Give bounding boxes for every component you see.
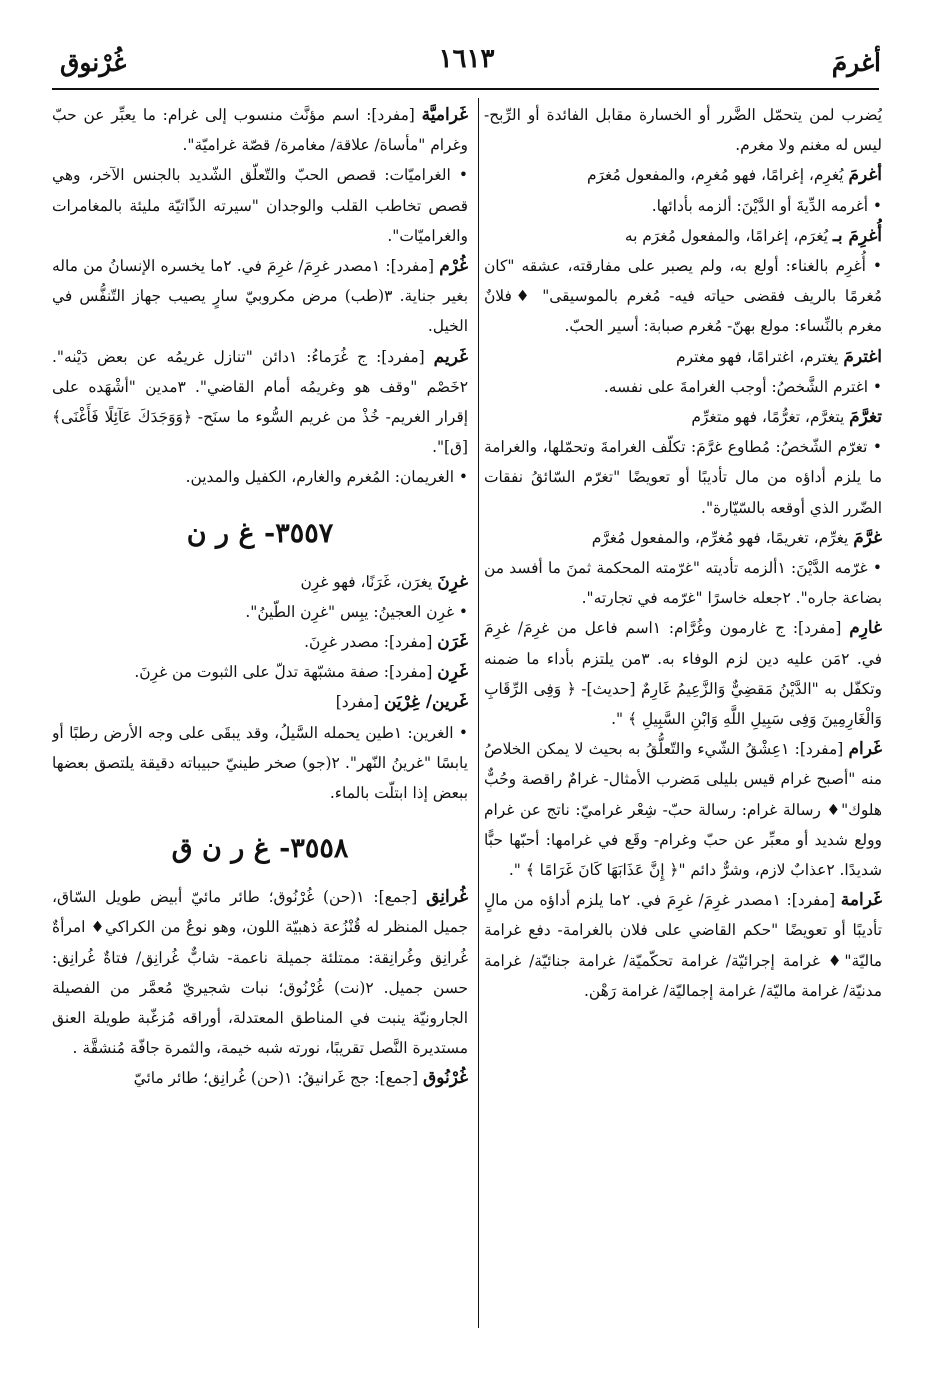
entry-definition: [مفرد] (335, 693, 384, 712)
entry-definition: • الغريمان: المُغرم والغارم، الكفيل والمدين. (185, 468, 468, 487)
dictionary-entry (484, 885, 882, 1006)
entry-definition: [مفرد]: صفة مشبّهة تدلّ على الثبوت من غرِنَ. (134, 663, 438, 682)
entry-headword: غَراميَّة (421, 105, 468, 125)
running-head-right: أغرمَ (831, 48, 881, 77)
left-column (52, 100, 468, 1094)
dictionary-entry (52, 627, 468, 657)
entry-definition: • تغرّم الشّخصُ: مُطاوع غرَّمَ: تكلّف الغرامةَ وتحمّلها، والغرامة ما يلزم أداؤه من مال تأديبًا أو تعويضًا "تغرّم السّائقُ نفقات الضّرر الذي أوقعه بالسّيّارة". (484, 438, 882, 517)
dictionary-entry (484, 432, 882, 523)
dictionary-entry (52, 687, 468, 717)
dictionary-entry (484, 402, 882, 432)
entry-definition: يغترم، اغترامًا، فهو مغترم (676, 347, 844, 366)
entry-definition: [جمع]: ١(حن) غُرْنُوق؛ طائر مائيّ أبيض طويل السّاق، جميل المنظر له قُنْزُعة ذهبيّة اللون، وهو نوعٌ من الكراكي♦ امرأةٌ غُرانِق وغُرانِقة: ممتلئة جميلة ناعمة- شابٌّ غُرانِق/ فتاةٌ غُرانِق: حسن جميل. ٢(نت) غُرْنُوق؛ نبات شجيريّ مُعمَّر من الفصيلة الجارونيّة ينبت في المناطق المعتدلة، أوراقه مُزغّبة طويلة العنق مستديرة النَّصل تقريبًا، نورته شبه خيمة، والثمرة جافّة مُنشقَّة . (52, 888, 468, 1058)
entry-definition: [مفرد]: ١مصدر غرِمَ/ غرِمَ في. ٢ما يلزم أداؤه من مالٍ تأديبًا أو تعويضًا "حكم القاضي على فلان بالغرامة- دفع غرامة ماليّة"♦ غرامة إجرائيّة/ غرامة تحكّميّة/ غرامة جنائيّة/ غرامة مدنيّة/ غرامة ماليّة/ غرامة إجماليّة/ غرامة رَهْن. (484, 891, 882, 1000)
dictionary-entry (484, 523, 882, 553)
entry-headword: غَرَن (437, 632, 468, 653)
entry-definition: يغرِّم، تغريمًا، فهو مُغرِّم، والمفعول مُغرَّم (591, 528, 854, 547)
dictionary-entry (52, 567, 468, 597)
entry-definition: [مفرد]: ج غارمون وغُرَّام: ١اسم فاعل من غرِمَ/ غرِمَ في. ٢مَن عليه دين لزم الوفاء به. ٣من يلتزم بأداء ما ضمنه وتكفّل به "الدَّيْنُ مَقضِيٌّ وَالزَّعِيمُ غَارِمٌ [حديث]- ﴿ وَفِى الرِّقَابِ وَالْغَارِمِينَ وَفِى سَبِيلِ اللَّهِ وَابْنِ السَّبِيلِ ﴾ ". (484, 619, 882, 729)
entry-headword: غَريم (433, 346, 468, 367)
entry-definition: [جمع]: جج غَرانيقُ: ١(حن) غُرانِق؛ طائر مائيّ (133, 1069, 424, 1088)
entry-headword: غَرامة (840, 890, 882, 911)
dictionary-entry (484, 372, 882, 402)
entry-definition: • أغرمه الدِّيةَ أو الدَّيْنَ: ألزمه بأدائها. (651, 196, 882, 215)
column-divider (478, 98, 479, 1328)
dictionary-entry (484, 734, 882, 885)
dictionary-entry (52, 1063, 468, 1093)
header-rule (52, 88, 879, 90)
dictionary-entry (484, 191, 882, 221)
dictionary-entry (484, 251, 882, 342)
dictionary-entry (484, 221, 882, 251)
entry-definition: [مفرد]: ج غُرَماءُ: ١دائن "تنازل غريمُه عن بعض دَيْنه". ٢خَصْم "وقف هو وغريمُه أمام القاضي". ٣مدين "أشْهَده على إقرار الغريم- خُذْ من غريم السُّوء ما سنَح- ﴿وَوَجَدَكَ عَآئِلًا فَأَغْنَى﴾ [ق]". (52, 347, 468, 457)
entry-definition: [مفرد]: ١عِشْقُ الشّيء والتّعلُّقُ به بحيث لا يمكن الخلاصُ منه "أصبح غرام قيس بليلى مَضرب الأمثال- غرامٌ راقصة وحُبٌّ هلوك"♦ رسالة غرام: رسالة حبّ- شِعْر غراميّ: ناتج عن غرام وولع شديد أو معبِّر عن حبّ وغرام- وقَع في غرامها: أحبّها حبًّا شديدًا. ٢عذابٌ لازم، وشرٌّ دائم "﴿ إِنَّ عَذَابَهَا كَانَ غَرَامًا ﴾ ". (484, 740, 882, 880)
dictionary-entry (52, 882, 468, 1063)
entry-definition: يغرَن، غَرَنًا، فهو غرِن (300, 572, 438, 591)
page-number: ١٦١٣ (438, 44, 495, 74)
root-section-heading: ٣٥٥٧- غ ر ن (186, 517, 334, 549)
right-column (484, 100, 882, 1006)
entry-headword: اغترمَ (843, 346, 882, 367)
entry-definition: • غرِن العجينُ: يبِس "غرِن الطّينُ". (245, 602, 468, 621)
entry-headword: غُرْم (439, 256, 468, 277)
entry-headword: أغرمَ (848, 165, 882, 186)
entry-headword: غُرْنُوق (423, 1068, 468, 1089)
dictionary-entry (52, 342, 468, 463)
entry-headword: غَرام (848, 739, 882, 760)
dictionary-entry (484, 613, 882, 734)
entry-definition: [مفرد]: اسم مؤنَّث منسوب إلى غرام: ما يعبِّر عن حبّ وغرام "مأساة/ علاقة/ مغامرة/ قصّة غراميّة". (52, 106, 468, 155)
entry-definition: يُغرَم، إغرامًا، والمفعول مُغرَم به (624, 226, 833, 245)
dictionary-entry (52, 462, 468, 492)
entry-definition: • الغراميّات: قصص الحبّ والتّعلّق الشّديد بالجنس الآخر، وهي قصص تخاطب القلب والوجدان "سيرته الذّاتيّة مليئة بالمغامرات والغراميّات". (52, 166, 468, 245)
entry-headword: غَرِن (437, 662, 468, 683)
dictionary-entry (52, 657, 468, 687)
dictionary-entry (484, 160, 882, 190)
dictionary-entry (52, 160, 468, 251)
entry-definition: [مفرد]: ١مصدر غرِمَ/ غرِمَ في. ٢ما يخسره الإنسانُ من ماله بغير جناية. ٣(طب) مرض مكروبيّ سارٍ يصيب جهاز التّنفُّس في الخيل. (52, 257, 468, 336)
entry-definition: يُضرب لمن يتحمّل الضَّرر أو الخسارة مقابل الفائدة أو الرِّبح- ليس له مغنم ولا مغرم. (484, 106, 882, 155)
dictionary-entry (52, 100, 468, 160)
entry-definition: • اغترم الشَّخصُ: أوجب الغرامةَ على نفسه. (603, 377, 882, 396)
running-head-left: غُرْنوق (60, 48, 127, 77)
entry-headword: غَرين/ غِرْيَن (383, 692, 468, 713)
entry-headword: غرِنَ (437, 571, 468, 592)
dictionary-entry (484, 100, 882, 160)
dictionary-entry (52, 251, 468, 342)
entry-headword: غارِم (849, 618, 882, 639)
entry-headword: غرَّمَ (853, 527, 882, 548)
root-section-heading: ٣٥٥٨- غ ر ن ق (171, 833, 349, 865)
entry-definition: • أُغرِم بالغناء: أولع به، ولم يصبر على مفارقته، عشقه "كان مُغرمًا بالريف فقضى حياته فيه- مُغرم بالموسيقى" ♦فلانٌ مغرم بالنِّساء: مولع بهنّ- مُغرم صبابة: أسير الحبّ. (484, 257, 882, 336)
dictionary-entry (484, 342, 882, 372)
dictionary-entry (52, 597, 468, 627)
entry-headword: أُغرِمَ بـ (832, 225, 882, 246)
entry-definition: • الغرين: ١طين يحمله السَّيلُ، وقد يبقَى على وجه الأرض رطبًا أو يابسًا "غرينُ النّهر". ٢(جو) صخر طينيّ حبيباته دقيقة يلتصق بعضها ببعض إذا ابتلّت بالماء. (52, 723, 468, 803)
dictionary-entry (52, 718, 468, 809)
entry-definition: يُغرِم، إغرامًا، فهو مُغرِم، والمفعول مُغرَم (587, 166, 849, 185)
entry-headword: تغرَّمَ (849, 407, 882, 428)
entry-definition: [مفرد]: مصدر غرِنَ. (304, 633, 438, 652)
entry-definition: يتغرَّم، تغرُّمًا، فهو متغرِّم (691, 408, 850, 427)
entry-headword: غُرانِق (426, 887, 468, 908)
entry-definition: • غرّمه الدَّيْنَ: ١ألزمه تأديته "غرّمته المحكمة ثمنَ ما أفسد من بضاعة جاره". ٢جعله خاسرًا "غرّمه في تجارته". (484, 559, 882, 608)
dictionary-entry (484, 553, 882, 613)
